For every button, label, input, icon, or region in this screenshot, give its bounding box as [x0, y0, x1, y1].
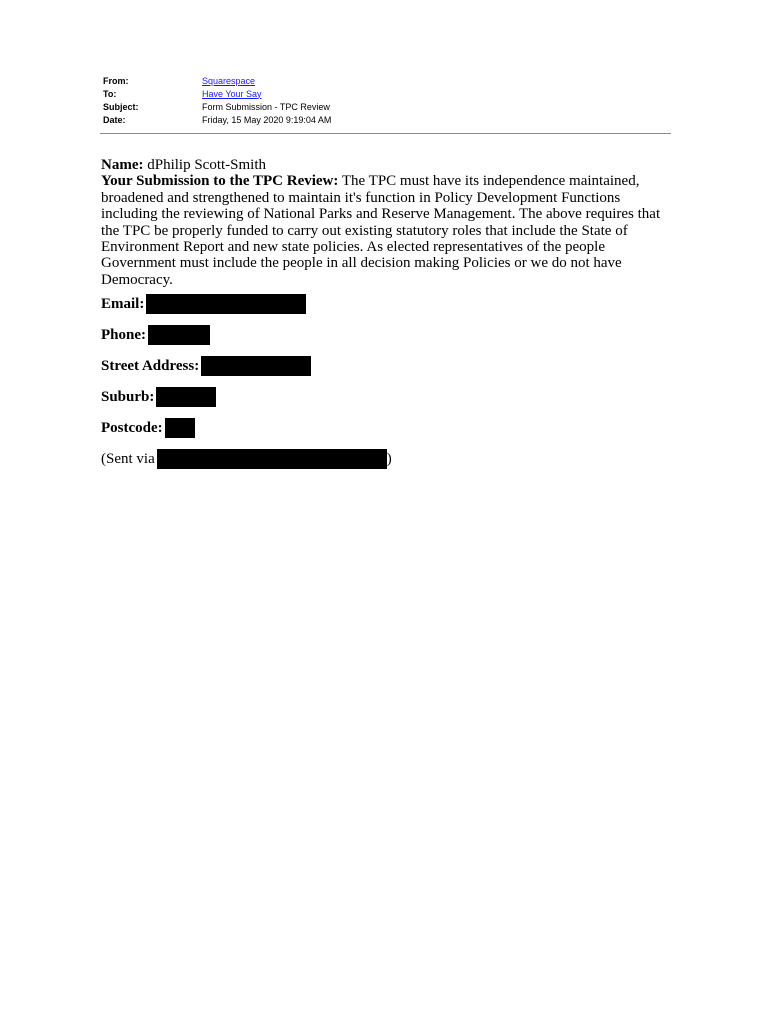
- from-label: From:: [103, 75, 129, 86]
- phone-label: Phone:: [101, 326, 146, 343]
- submission-paragraph: [101, 173, 671, 288]
- submission-body: [101, 157, 671, 474]
- name-value: dPhilip Scott-Smith: [147, 157, 267, 173]
- phone-redaction: [148, 325, 210, 345]
- date-value: Friday, 15 May 2020 9:19:04 AM: [202, 114, 332, 125]
- to-label: To:: [103, 88, 117, 99]
- header-divider: [100, 133, 671, 134]
- submission-text: The TPC must have its independence maintained, broadened and strengthened to maintain it's function in Policy Development Functions including the reviewing of National Parks and Reserve Management. The above requires that the TPC be properly funded to carry out existing statutory roles that include the State of Environment Report and new state policies. As elected representatives of the people Government must include the people in all decision making Policies or we do not have Democracy.: [101, 173, 661, 288]
- subject-value: Form Submission - TPC Review: [202, 101, 330, 112]
- email-line: [101, 288, 671, 319]
- suburb-redaction: [156, 387, 216, 407]
- to-row: [103, 87, 673, 100]
- subject-label: Subject:: [103, 101, 139, 112]
- email-header: [103, 74, 673, 126]
- email-label: Email:: [101, 295, 145, 312]
- street-address-line: [101, 350, 671, 381]
- date-label: Date:: [103, 114, 126, 125]
- name-label: Name:: [101, 157, 144, 173]
- phone-line: [101, 319, 671, 350]
- sent-via-line: [101, 443, 671, 474]
- street-address-redaction: [201, 356, 311, 376]
- suburb-label: Suburb:: [101, 388, 155, 405]
- suburb-line: [101, 381, 671, 412]
- subject-row: [103, 100, 673, 113]
- email-redaction: [146, 294, 306, 314]
- submission-label: Your Submission to the TPC Review:: [101, 173, 339, 190]
- postcode-label: Postcode:: [101, 419, 163, 436]
- street-address-label: Street Address:: [101, 357, 200, 374]
- from-link[interactable]: Squarespace: [202, 75, 256, 86]
- sent-via-redaction: [157, 449, 387, 469]
- postcode-redaction: [165, 418, 195, 438]
- sent-via-suffix: ): [386, 450, 392, 467]
- sent-via-prefix: (Sent via: [101, 450, 155, 467]
- from-row: [103, 74, 673, 87]
- date-row: [103, 113, 673, 126]
- to-link[interactable]: Have Your Say: [202, 88, 262, 99]
- postcode-line: [101, 412, 671, 443]
- name-line: [101, 157, 671, 173]
